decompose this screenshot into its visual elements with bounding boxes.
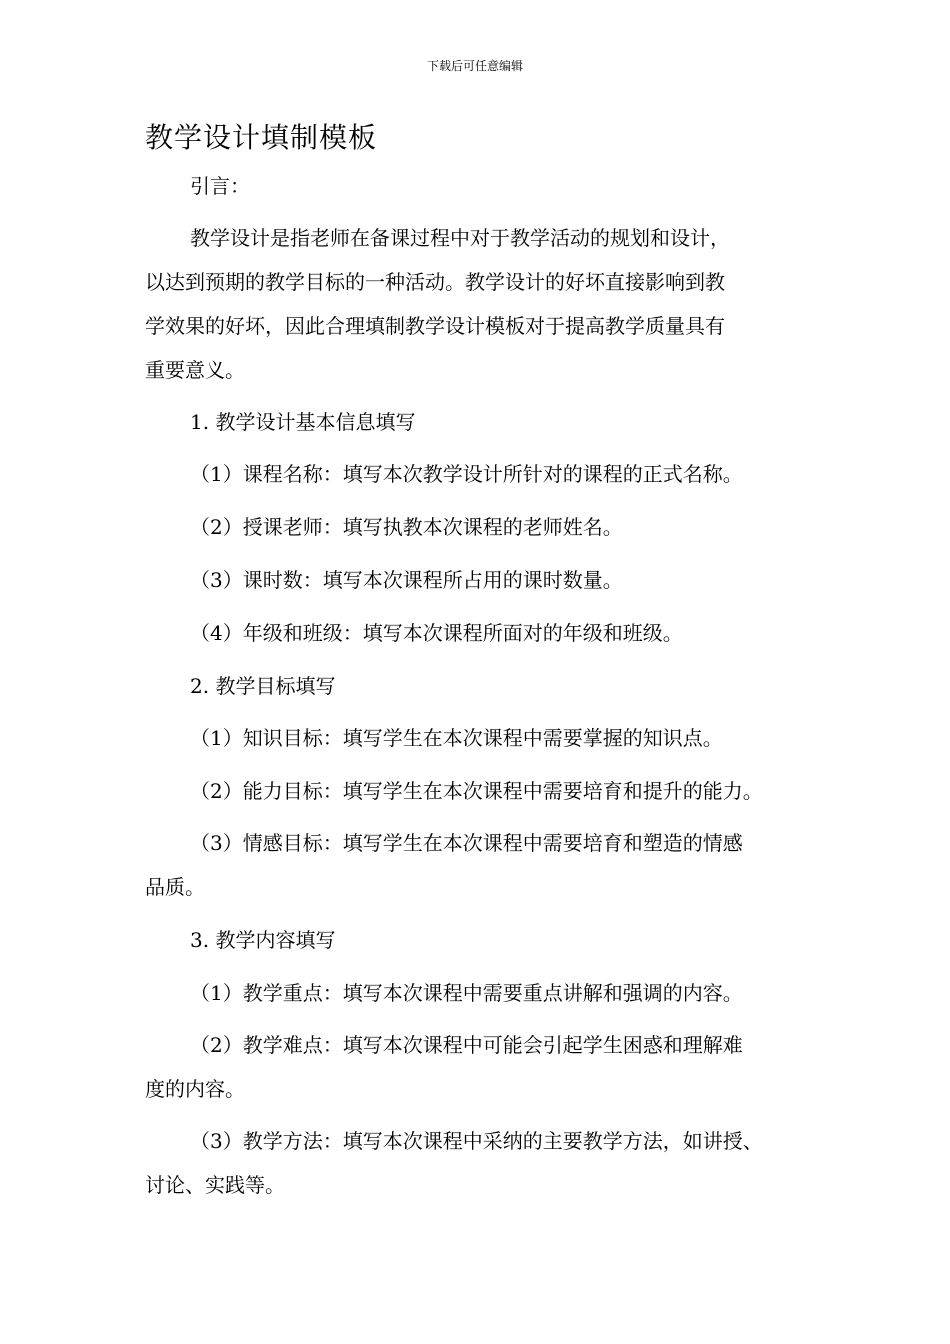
section-heading: 2. 教学目标填写 [190, 674, 336, 698]
intro-line: 重要意义。 [145, 358, 245, 382]
list-item: （1）知识目标：填写学生在本次课程中需要掌握的知识点。 [190, 726, 723, 750]
list-item: （2）授课老师：填写执教本次课程的老师姓名。 [190, 515, 623, 539]
page-header: 下载后可任意编辑 [426, 59, 523, 73]
section-heading: 1. 教学设计基本信息填写 [190, 410, 416, 434]
list-item-continuation: 度的内容。 [145, 1077, 245, 1101]
list-item-continuation: 品质。 [145, 875, 205, 899]
list-item: （3）课时数：填写本次课程所占用的课时数量。 [190, 568, 623, 592]
section-heading: 3. 教学内容填写 [190, 928, 336, 952]
list-item: （4）年级和班级：填写本次课程所面对的年级和班级。 [190, 621, 683, 645]
list-item: （3）情感目标：填写学生在本次课程中需要培育和塑造的情感 [190, 831, 743, 855]
list-item: （1）课程名称：填写本次教学设计所针对的课程的正式名称。 [190, 462, 743, 486]
intro-label: 引言： [190, 174, 250, 198]
page-title: 教学设计填制模板 [145, 121, 378, 154]
list-item: （2）教学难点：填写本次课程中可能会引起学生困惑和理解难 [190, 1033, 743, 1057]
intro-line: 以达到预期的教学目标的一种活动。教学设计的好坏直接影响到教 [145, 270, 725, 294]
list-item-continuation: 讨论、实践等。 [145, 1173, 285, 1197]
list-item: （1）教学重点：填写本次课程中需要重点讲解和强调的内容。 [190, 981, 743, 1005]
list-item: （2）能力目标：填写学生在本次课程中需要培育和提升的能力。 [190, 779, 763, 803]
intro-line: 学效果的好坏，因此合理填制教学设计模板对于提高教学质量具有 [145, 314, 725, 338]
list-item: （3）教学方法：填写本次课程中采纳的主要教学方法，如讲授、 [190, 1129, 763, 1153]
intro-line: 教学设计是指老师在备课过程中对于教学活动的规划和设计， [190, 226, 730, 250]
